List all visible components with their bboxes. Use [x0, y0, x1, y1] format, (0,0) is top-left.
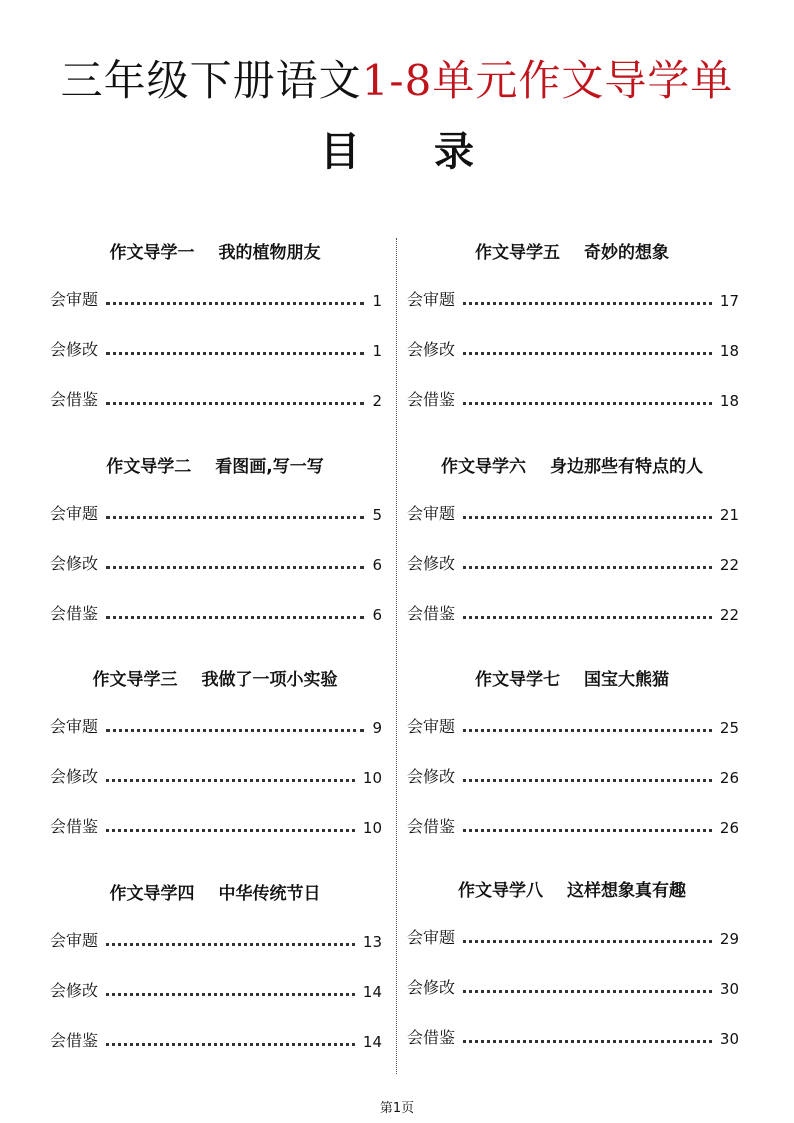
entry-label: 会修改	[50, 554, 99, 573]
entry-label: 会审题	[407, 717, 456, 736]
entry-page: 14	[362, 983, 382, 1001]
page-number: 第1页	[379, 1101, 415, 1116]
entry-label: 会审题	[407, 928, 456, 947]
toc-entry[interactable]	[50, 715, 382, 737]
dot-leader	[463, 940, 712, 943]
entry-page: 22	[719, 556, 739, 574]
entry-page: 2	[372, 392, 382, 410]
entry-label: 会修改	[407, 978, 456, 997]
dot-leader	[463, 829, 712, 832]
toc-entry[interactable]	[50, 552, 382, 574]
section-unit: 作文导学五	[475, 243, 560, 263]
dot-leader	[463, 516, 712, 519]
toc-entry[interactable]	[407, 552, 739, 574]
section-unit: 作文导学三	[92, 670, 178, 690]
entry-page: 21	[719, 506, 739, 524]
entry-page: 30	[719, 1030, 739, 1048]
section-topic: 我的植物朋友	[218, 243, 321, 263]
entry-page: 10	[362, 819, 382, 837]
dot-leader	[106, 1043, 355, 1046]
toc-entry[interactable]	[50, 1029, 382, 1051]
entry-page: 17	[719, 292, 739, 310]
entry-label: 会审题	[407, 290, 456, 309]
entry-label: 会修改	[407, 767, 456, 786]
toc-entry[interactable]	[407, 926, 739, 948]
dot-leader	[463, 729, 712, 732]
entry-page: 26	[719, 769, 739, 787]
entry-label: 会审题	[50, 931, 99, 950]
entry-page: 5	[372, 506, 382, 524]
entry-page: 25	[719, 719, 739, 737]
entry-label: 会审题	[50, 717, 99, 736]
entry-page: 30	[719, 980, 739, 998]
section-heading	[50, 238, 380, 263]
toc-entry[interactable]	[407, 502, 739, 524]
entry-label: 会修改	[50, 767, 99, 786]
toc-entry[interactable]	[50, 765, 382, 787]
entry-label: 会借鉴	[407, 817, 456, 836]
entry-page: 18	[719, 392, 739, 410]
toc-entry[interactable]	[50, 602, 382, 624]
dot-leader	[463, 616, 712, 619]
toc-entry[interactable]	[407, 288, 739, 310]
dot-leader	[463, 352, 712, 355]
section-topic: 这样想象真有趣	[567, 881, 686, 901]
toc-heading-char2: 录	[434, 129, 474, 175]
entry-label: 会借鉴	[407, 1028, 456, 1047]
dot-leader	[463, 1040, 712, 1043]
entry-page: 14	[362, 1033, 382, 1051]
title-red: 1-8单元作文导学单	[361, 56, 734, 105]
dot-leader	[106, 302, 364, 305]
toc-entry[interactable]	[407, 1026, 739, 1048]
dot-leader	[106, 943, 355, 946]
section-heading	[407, 238, 737, 263]
column-divider	[396, 238, 397, 1074]
section-unit: 作文导学一	[109, 243, 195, 263]
dot-leader	[106, 402, 364, 405]
section-heading	[50, 452, 380, 477]
entry-page: 9	[372, 719, 382, 737]
toc-entry[interactable]	[50, 929, 382, 951]
entry-label: 会修改	[407, 340, 456, 359]
entry-page: 6	[372, 606, 382, 624]
section-unit: 作文导学四	[109, 884, 195, 904]
entry-label: 会审题	[407, 504, 456, 523]
toc-entry[interactable]	[50, 388, 382, 410]
entry-label: 会借鉴	[50, 604, 99, 623]
entry-label: 会修改	[50, 340, 99, 359]
section-topic: 中华传统节日	[218, 884, 321, 904]
section-unit: 作文导学六	[441, 457, 526, 477]
section-topic: 奇妙的想象	[584, 243, 669, 263]
toc-entry[interactable]	[407, 602, 739, 624]
entry-label: 会审题	[50, 504, 99, 523]
entry-page: 26	[719, 819, 739, 837]
entry-page: 1	[372, 292, 382, 310]
section-topic: 看图画,写一写	[215, 457, 324, 477]
entry-label: 会借鉴	[50, 1031, 99, 1050]
section-heading	[50, 665, 380, 690]
toc-heading-char1: 目	[320, 129, 360, 175]
entry-label: 会修改	[407, 554, 456, 573]
dot-leader	[106, 516, 364, 519]
entry-page: 22	[719, 606, 739, 624]
entry-label: 会借鉴	[50, 390, 99, 409]
dot-leader	[463, 302, 712, 305]
entry-page: 1	[372, 342, 382, 360]
entry-page: 10	[362, 769, 382, 787]
toc-entry[interactable]	[50, 502, 382, 524]
toc-entry[interactable]	[407, 765, 739, 787]
section-topic: 国宝大熊猫	[584, 670, 669, 690]
toc-entry[interactable]	[407, 338, 739, 360]
section-unit: 作文导学七	[475, 670, 560, 690]
toc-heading	[0, 120, 794, 177]
toc-entry[interactable]	[50, 338, 382, 360]
toc-entry[interactable]	[50, 815, 382, 837]
dot-leader	[463, 402, 712, 405]
entry-page: 6	[372, 556, 382, 574]
dot-leader	[106, 566, 364, 569]
toc-entry[interactable]	[50, 979, 382, 1001]
dot-leader	[106, 829, 355, 832]
entry-page: 13	[362, 933, 382, 951]
entry-label: 会审题	[50, 290, 99, 309]
entry-label: 会修改	[50, 981, 99, 1000]
section-unit: 作文导学二	[106, 457, 192, 477]
toc-entry[interactable]	[407, 715, 739, 737]
title-black: 三年级下册语文	[60, 56, 362, 105]
entry-label: 会借鉴	[50, 817, 99, 836]
toc-entry[interactable]	[407, 388, 739, 410]
toc-entry[interactable]	[407, 815, 739, 837]
section-heading	[407, 452, 737, 477]
section-topic: 我做了一项小实验	[201, 670, 338, 690]
entry-label: 会借鉴	[407, 604, 456, 623]
section-heading	[50, 879, 380, 904]
toc-entry[interactable]	[407, 976, 739, 998]
section-heading	[407, 876, 737, 901]
dot-leader	[106, 993, 355, 996]
dot-leader	[463, 990, 712, 993]
dot-leader	[106, 779, 355, 782]
entry-page: 18	[719, 342, 739, 360]
entry-label: 会借鉴	[407, 390, 456, 409]
entry-page: 29	[719, 930, 739, 948]
toc-entry[interactable]	[50, 288, 382, 310]
section-heading	[407, 665, 737, 690]
document-title	[0, 48, 794, 108]
dot-leader	[106, 616, 364, 619]
dot-leader	[106, 729, 364, 732]
dot-leader	[106, 352, 364, 355]
section-unit: 作文导学八	[458, 881, 543, 901]
dot-leader	[463, 566, 712, 569]
dot-leader	[463, 779, 712, 782]
section-topic: 身边那些有特点的人	[550, 457, 703, 477]
